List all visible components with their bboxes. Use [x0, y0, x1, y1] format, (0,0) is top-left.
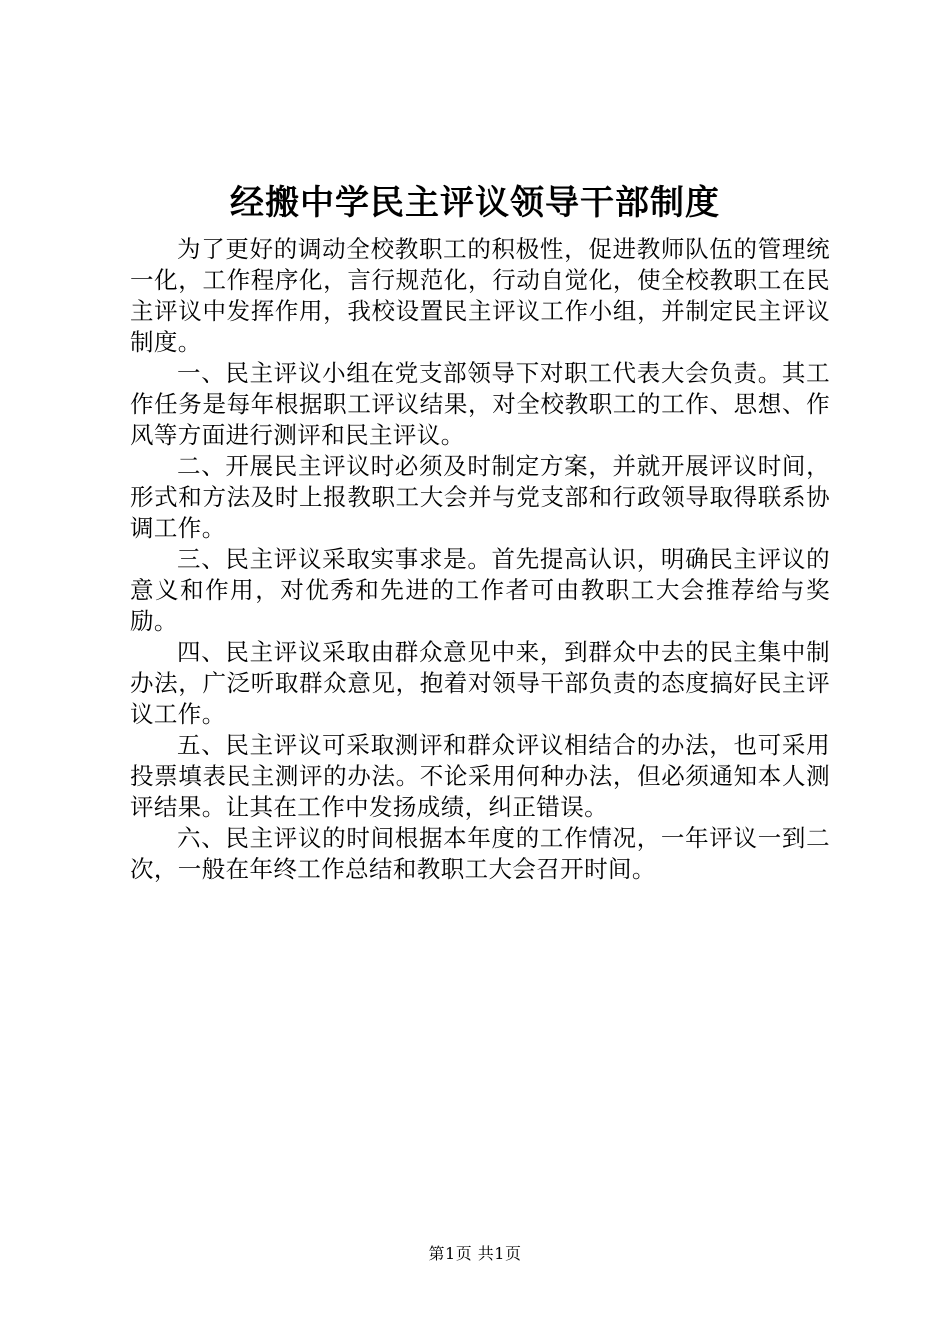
- paragraph-item-3: 三、民主评议采取实事求是。首先提高认识，明确民主评议的意义和作用，对优秀和先进的工作者可由教职工大会推荐给与奖励。: [130, 545, 830, 635]
- paragraph-intro: 为了更好的调动全校教职工的积极性，促进教师队伍的管理统一化，工作程序化，言行规范化，行动自觉化，使全校教职工在民主评议中发挥作用，我校设置民主评议工作小组，并制定民主评议制度。: [130, 235, 830, 356]
- paragraph-item-5: 五、民主评议可采取测评和群众评议相结合的办法，也可采用投票填表民主测评的办法。不论采用何种办法，但必须通知本人测评结果。让其在工作中发扬成绩，纠正错误。: [130, 731, 830, 821]
- paragraph-item-6: 六、民主评议的时间根据本年度的工作情况，一年评议一到二次，一般在年终工作总结和教职工大会召开时间。: [130, 824, 830, 883]
- page-number-footer: 第1页 共1页: [428, 1244, 522, 1263]
- paragraph-item-2: 二、开展民主评议时必须及时制定方案，并就开展评议时间，形式和方法及时上报教职工大会并与党支部和行政领导取得联系协调工作。: [130, 452, 830, 542]
- document-body: [130, 234, 830, 885]
- paragraph-item-4: 四、民主评议采取由群众意见中来，到群众中去的民主集中制办法，广泛听取群众意见，抱着对领导干部负责的态度搞好民主评议工作。: [130, 638, 830, 728]
- paragraph-item-1: 一、民主评议小组在党支部领导下对职工代表大会负责。其工作任务是每年根据职工评议结果，对全校教职工的工作、思想、作风等方面进行测评和民主评议。: [130, 359, 830, 449]
- document-title: 经搬中学民主评议领导干部制度: [230, 183, 720, 223]
